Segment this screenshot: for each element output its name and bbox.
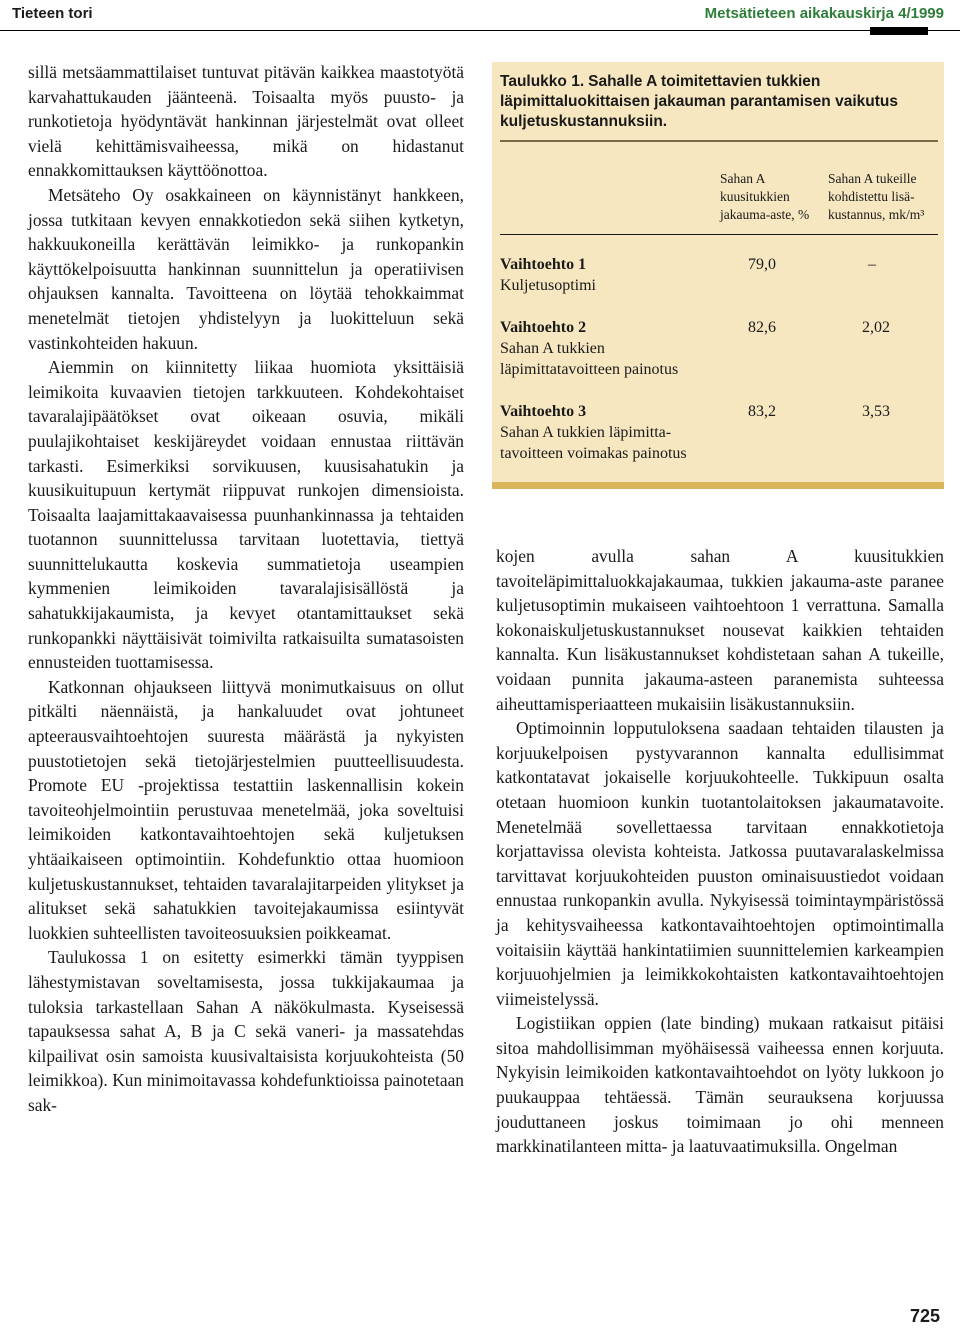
column-header-distribution: Sahan A kuusitukkien jakauma-aste, % [720,171,810,222]
left-column [28,60,464,1118]
journal-title: Metsätieteen aikakauskirja 4/1999 [704,5,944,22]
paragraph: Optimoinnin lopputuloksena saadaan tehtaiden tilausten ja korjuukelpoisen pystyvarannon kannalta edullisimmat katkontatavat jokaiselle korjuukohteelle. Tukkipuun osalta otetaan huomioon kunkin tuotantolaitoksen jakaumatavoite. Menetelmää sovellettaessa tarvitaan ennakkotietoja korjattavissa olevista kohteista. Jatkossa puutavaralaskelmissa tarvittavat korjuukohteiden puuston ominaisuustiedot voidaan ennustaa runkopankin avulla. Nykyisessä toimintaympäristössä ja kehitysvaiheessa katkontavaihtoehtojen optimointimalla voitaisiin käyttää hankintatiimien suunnittelemien karkeampien korjuuohjelmien ja leimikkokohtaisten katkontavaihtoehtojen viimeistelyssä. [496,718,944,1009]
column-header-cost: Sahan A tukeille kohdistettu lisä- kustannus, mk/m³ [828,171,925,222]
header-rule [500,234,938,235]
row-label: Vaihtoehto 1 Kuljetusoptimi [500,256,596,294]
paragraph: Logistiikan oppien (late binding) mukaan ratkaisut pitäisi sitoa mahdollisimman myöhäisessä vaiheessa ennen korjuuta. Nykyisin leimikoiden katkontavaihtoehdot on lyöty lukkoon jo puukauppaa tehtäessä. Tämän seurauksena korjuussa jouduttaneen joskus toimimaan jo ohi menneen markkinatilanteen mitta- ja laatuvaatimuksilla. Ongelman [496,1013,944,1157]
cost-value: 3,53 [862,403,890,420]
header-block [870,27,928,35]
cost-value: – [868,256,876,273]
page-header [0,0,960,28]
section-title: Tieteen tori [12,5,93,22]
paragraph: kojen avulla sahan A kuusitukkien tavoiteläpimittaluokkajakaumaa, tukkien jakauma-aste paranee kuljetusoptimin mukaiseen vaihtoehtoon 1 verrattuna. Samalla kokonaiskuljetuskustannukset nousevat kaikkien tehtaiden kannalta. Kun lisäkustannukset kohdistetaan sahan A tukeille, voidaan punnita jakauma-asteen paranemista suhteessa aiheuttamisperiaatteen mukaisiin lisäkustannuksiin. [496,546,944,714]
distribution-value: 82,6 [748,319,776,336]
paragraph: Metsäteho Oy osakkaineen on käynnistänyt hankkeen, jossa tutkitaan kevyen ennakkotiedon sekä siihen kytketyn, hakkuukoneilla kerättävän leimikko- ja runkopankin käyttökelpoisuutta hankinnan suunnittelun ja operatiivisen ohjauksen kannalta. Tavoitteena on löytää tehokkaimmat menetelmät tietojen yhdistelyyn ja luokitteluun sekä vastinkohteiden hakuun. [28,184,464,353]
table-caption-text: Sahalle A toimitettavien tukkien läpimittaluokittaisen jakauman parantamisen vaikutus kuljetuskustannuksiin. [500,73,898,130]
cost-value: 2,02 [862,319,890,336]
paragraph: Aiemmin on kiinnitetty liikaa huomiota yksittäisiä leimikoita kuvaavien tietojen tarkkuuteen. Kohdekohtaiset tavaralajipäätökset ovat oikeaan osuvia, mikäli puulajikohtaiset keskijäreydet voidaan ennustaa riittävän tarkasti. Esimerkiksi sorvikuusen, kuusisahatukin ja kuusikuitupuun kertymät riippuvat runkojen dimensioista. Toisaalta laajamittakaavaisessa puunhankinnassa ja tehtaiden tuotannon suunnittelussa tarvitaan luotettavia, tiettyä suunnittelukautta koskevia summatietoja useampien kymmenien leimikoiden tavaralajisisällöstä ja sahatukkijakaumista, ja kevyet otantamittaukset sekä runkopankki näyttäisivät toimivilta ratkaisuilta sumatasoisten ennusteiden tuottamisessa. [28,357,464,673]
table-label: Taulukko 1. [500,73,585,90]
distribution-value: 79,0 [748,256,776,273]
page-number: 725 [909,1306,940,1326]
table-caption [500,72,940,132]
paragraph: Taulukossa 1 on esitetty esimerkki tämän tyyppisen lähestymistavan soveltamisesta, jossa tukkijakaumaa ja tuloksia tarkastellaan Sahan A näkökulmasta. Kyseisessä tapauksessa sahat A, B ja C sekä vaneri- ja massatehdas kilpailivat osin samoista kuusivaltaisista korjuukohteista (50 leimikkoa). Kun minimoitavassa kohdefunktioissa painotetaan sak- [28,947,464,1115]
paragraph: sillä metsäammattilaiset tuntuvat pitävän kaikkea maastotyötä karvahattukauden jäänteenä. Toisaalta myös puusto- ja runkotietoja hyödyntävät hankinnan järjestelmät ovat olleet vielä kehittämisvaiheessa, mikä on hidastanut ennakkomittauksen käyttöönottoa. [28,62,464,181]
row-label: Vaihtoehto 3 Sahan A tukkien läpimitta- tavoitteen voimakas painotus [500,403,687,462]
right-column [496,544,944,1159]
row-label: Vaihtoehto 2 Sahan A tukkien läpimittatavoitteen painotus [500,319,679,378]
paragraph: Katkonnan ohjaukseen liittyvä monimutkaisuus on ollut pitkälti näennäistä, ja hankaluudet ovat johtuneet apteerausvaihtoehtojen suuresta määrästä ja nykyisten puustotietojen sekä tietojärjestelmien puutteellisuudesta. Promote EU -projektissa testattiin laskennallisin kokein tavoiteohjelmointiin perustuvaa menetelmää, joka soveltuisi leimikoiden katkontavaihtoehtojen sekä kuljetuksen yhtäaikaiseen optimointiin. Kohdefunktio ottaa huomioon kuljetuskustannukset, tehtaiden tavaralajitarpeiden ylitykset ja alitukset sekä sahatukkien tavoitejakaumissa esiintyvät luokkien suhteellisten tavoiteosuuksien poikkeamat. [28,676,464,943]
distribution-value: 83,2 [748,403,776,420]
caption-rule [500,140,938,142]
header-rule [0,30,960,31]
table-1 [492,62,944,489]
